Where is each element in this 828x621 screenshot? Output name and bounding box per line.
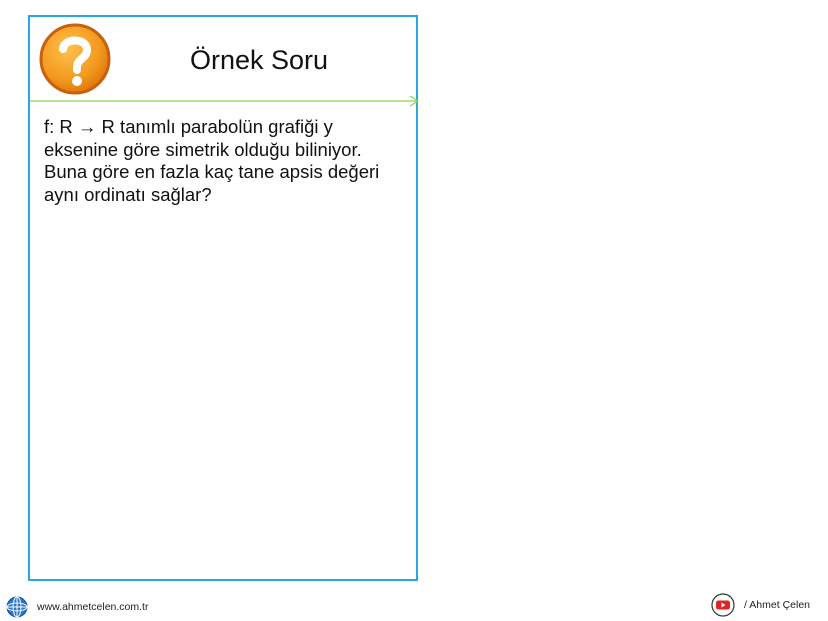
question-text: f: R → R tanımlı parabolün grafiği y eksenine göre simetrik olduğu biliniyor. Buna göre en fazla kaç tane apsis değeri aynı ordinatı sağlar? bbox=[44, 116, 380, 205]
example-question-card bbox=[28, 15, 418, 581]
footer-website bbox=[6, 596, 148, 618]
card-title: Örnek Soru bbox=[190, 45, 329, 75]
title-divider-arrow bbox=[30, 95, 420, 107]
footer-channel bbox=[711, 593, 810, 617]
globe-icon bbox=[6, 596, 28, 618]
website-link[interactable]: www.ahmetcelen.com.tr bbox=[37, 601, 149, 613]
youtube-icon bbox=[711, 593, 735, 617]
question-mark-icon bbox=[38, 22, 112, 96]
channel-name[interactable]: / Ahmet Çelen bbox=[744, 599, 810, 611]
